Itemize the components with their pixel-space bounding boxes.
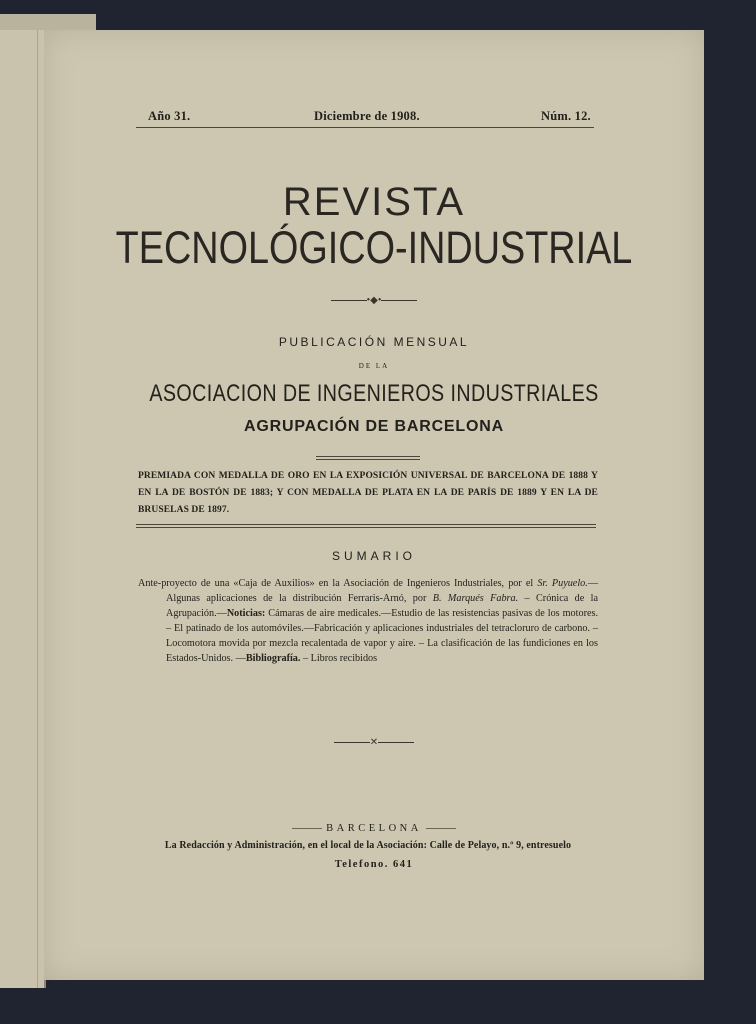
header-rule [136, 127, 594, 128]
sumario-part: – Libros recibidos [300, 653, 378, 664]
masthead-title-line1: REVISTA [282, 180, 466, 224]
ornament-glyph: •◆• [366, 295, 382, 306]
publication-subtitle: PUBLICACIÓN MENSUAL [278, 335, 470, 349]
sumario-part: – Crónica de la Agrupación.— [166, 593, 598, 619]
award-statement: PREMIADA CON MEDALLA DE ORO EN LA EXPOSICIÓN UNIVERSAL DE BARCELONA DE 1888 Y EN LA DE BOSTÓN DE 1883; Y CON MEDALLA DE PLATA EN LA DE PARÍS DE 1889 Y EN LA DE BRUSELAS DE 1897. [138, 471, 598, 515]
sumario-part: Noticias: [226, 608, 266, 619]
sumario-ornament [44, 737, 704, 748]
previous-page-edge [0, 30, 46, 988]
issue-number: Núm. 12. [541, 109, 591, 123]
sumario-heading: SUMARIO [331, 549, 416, 563]
sumario-part: Sr. Puyuelo. [537, 578, 588, 589]
masthead-title-line2: TECNOLÓGICO-INDUSTRIAL [115, 222, 633, 273]
award-rule [136, 524, 596, 530]
association-group: AGRUPACIÓN DE BARCELONA [244, 418, 504, 435]
sumario-part: Ante-proyecto de una «Caja de Auxilios» en la Asociación de Ingenieros Industriales, por el [138, 578, 538, 589]
sumario-part: —Algunas aplicaciones de la distribución Ferraris-Arnó, por [166, 578, 598, 604]
magazine-cover-page [44, 30, 704, 980]
publication-connector: DE LA [358, 362, 390, 370]
sumario-contents [138, 576, 598, 666]
sumario-part: Cámaras de aire medicales.—Estudio de las resistencias pasivas de los motores. – El patinado de los automóviles.—Fabricación y aplicaciones industriales del tetracloruro de carbono. – Locomotora movida por mezcla recalentada de vapor y aire. – La clasificación de las fundiciones en los Estados-Unidos. — [166, 608, 598, 664]
footer-city-name: BARCELONA [326, 823, 422, 834]
issue-date: Diciembre de 1908. [314, 109, 420, 123]
association-name: ASOCIACION DE INGENIEROS INDUSTRIALES [149, 380, 599, 407]
footer-phone: Telefono. 641 [334, 859, 414, 870]
sumario-part: B. Marqués Fabra. [432, 593, 519, 604]
masthead-ornament [44, 295, 704, 306]
sumario-ornament-glyph: ✕ [369, 737, 379, 748]
footer-city [44, 823, 704, 834]
footer-office-address: La Redacción y Administración, en el local de la Asociación: Calle de Pelayo, n.º 9, entresuelo [164, 840, 572, 851]
sumario-text [138, 578, 598, 664]
issue-year: Año 31. [148, 109, 191, 123]
sumario-part: Bibliografía. [245, 653, 301, 664]
section-double-rule [316, 456, 420, 462]
